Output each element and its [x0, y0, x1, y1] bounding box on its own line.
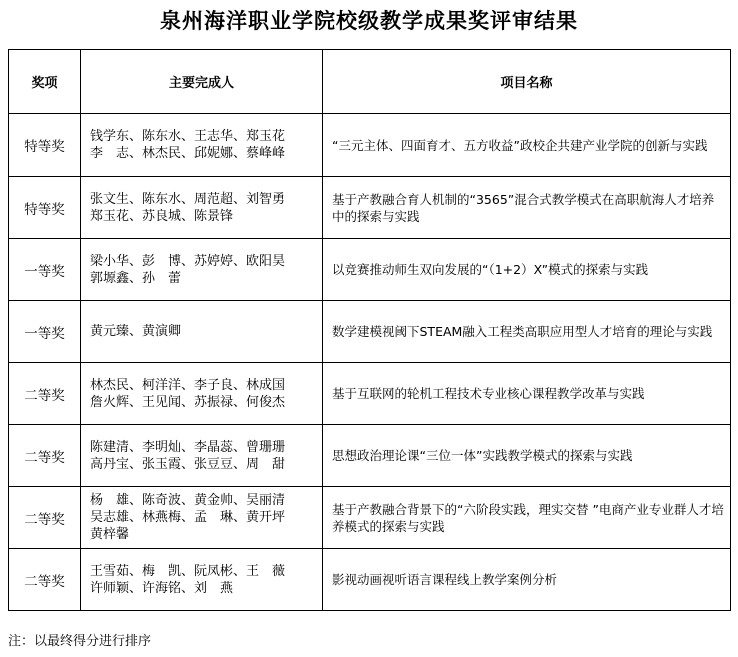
award-cell: 二等奖: [9, 487, 81, 549]
people-line: 陈建清、李明灿、李晶蕊、曾珊珊: [90, 439, 286, 455]
award-cell: 特等奖: [9, 114, 81, 177]
table-header-row: [9, 50, 731, 114]
results-table: [8, 49, 731, 611]
award-cell: 一等奖: [9, 239, 81, 301]
people-line: 郑玉花、苏良城、陈景锋: [90, 208, 234, 224]
people-cell: [81, 487, 323, 549]
project-cell: “三元主体、四面育才、五方收益”政校企共建产业学院的创新与实践: [323, 114, 731, 177]
award-cell: 二等奖: [9, 425, 81, 487]
people-line: 钱学东、陈东水、王志华、郑玉花: [90, 129, 286, 144]
people-cell: [81, 301, 323, 363]
project-cell: 基于产教融合背景下的“六阶段实践，理实交替 ”电商产业专业群人才培养模式的探索与实践: [323, 487, 731, 549]
people-cell: [81, 239, 323, 301]
award-cell: 一等奖: [9, 301, 81, 363]
table-row: [9, 239, 731, 301]
footnote: 注：以最终得分进行排序: [8, 634, 152, 649]
people-cell: [81, 114, 323, 177]
people-line: 张文生、陈东水、周范超、刘智勇: [90, 191, 286, 207]
header-project: 项目名称: [323, 50, 731, 114]
table-row: [9, 549, 731, 611]
table-row: [9, 363, 731, 425]
people-line: 吴志雄、林燕梅、孟 琳、黄开坪: [90, 510, 286, 525]
project-cell: 基于互联网的轮机工程技术专业核心课程教学改革与实践: [323, 363, 731, 425]
table-row: [9, 114, 731, 177]
table-row: [9, 301, 731, 363]
header-award: 奖项: [9, 50, 81, 114]
project-cell: 思想政治理论课“三位一体”实践教学模式的探索与实践: [323, 425, 731, 487]
people-cell: [81, 425, 323, 487]
project-cell: 以竞赛推动师生双向发展的“（1+2）X”模式的探索与实践: [323, 239, 731, 301]
table-row: [9, 487, 731, 549]
table-row: [9, 177, 731, 239]
header-people: 主要完成人: [81, 50, 323, 114]
table-row: [9, 425, 731, 487]
people-line: 黄元臻、黄演卿: [90, 324, 182, 339]
project-cell: 数学建模视阈下STEAM融入工程类高职应用型人才培育的理论与实践: [323, 301, 731, 363]
project-cell: 基于产教融合育人机制的“3565”混合式教学模式在高职航海人才培养中的探索与实践: [323, 177, 731, 239]
people-line: 林杰民、柯洋洋、李子良、林成国: [90, 377, 286, 393]
people-line: 李 志、林杰民、邱妮娜、蔡峰峰: [90, 146, 286, 161]
people-cell: [81, 549, 323, 611]
people-line: 黄梓馨: [90, 527, 130, 542]
people-line: 詹火辉、王见闻、苏振禄、何俊杰: [90, 394, 286, 410]
award-cell: 二等奖: [9, 363, 81, 425]
people-cell: [81, 363, 323, 425]
page-title: 泉州海洋职业学院校级教学成果奖评审结果: [160, 8, 578, 33]
people-line: 杨 雄、陈奇波、黄金帅、吴丽清: [90, 493, 286, 508]
people-line: 高丹宝、张玉霞、张豆豆、周 甜: [90, 456, 286, 472]
people-line: 梁小华、彭 博、苏婷婷、欧阳昊: [90, 253, 286, 269]
project-cell: 影视动画视听语言课程线上教学案例分析: [323, 549, 731, 611]
people-line: 郭塬鑫、孙 蕾: [90, 270, 182, 286]
people-line: 王雪茹、梅 凯、阮凤彬、王 薇: [90, 563, 286, 579]
people-cell: [81, 177, 323, 239]
people-line: 许师颖、许海铭、刘 燕: [90, 580, 234, 596]
award-cell: 二等奖: [9, 549, 81, 611]
award-cell: 特等奖: [9, 177, 81, 239]
